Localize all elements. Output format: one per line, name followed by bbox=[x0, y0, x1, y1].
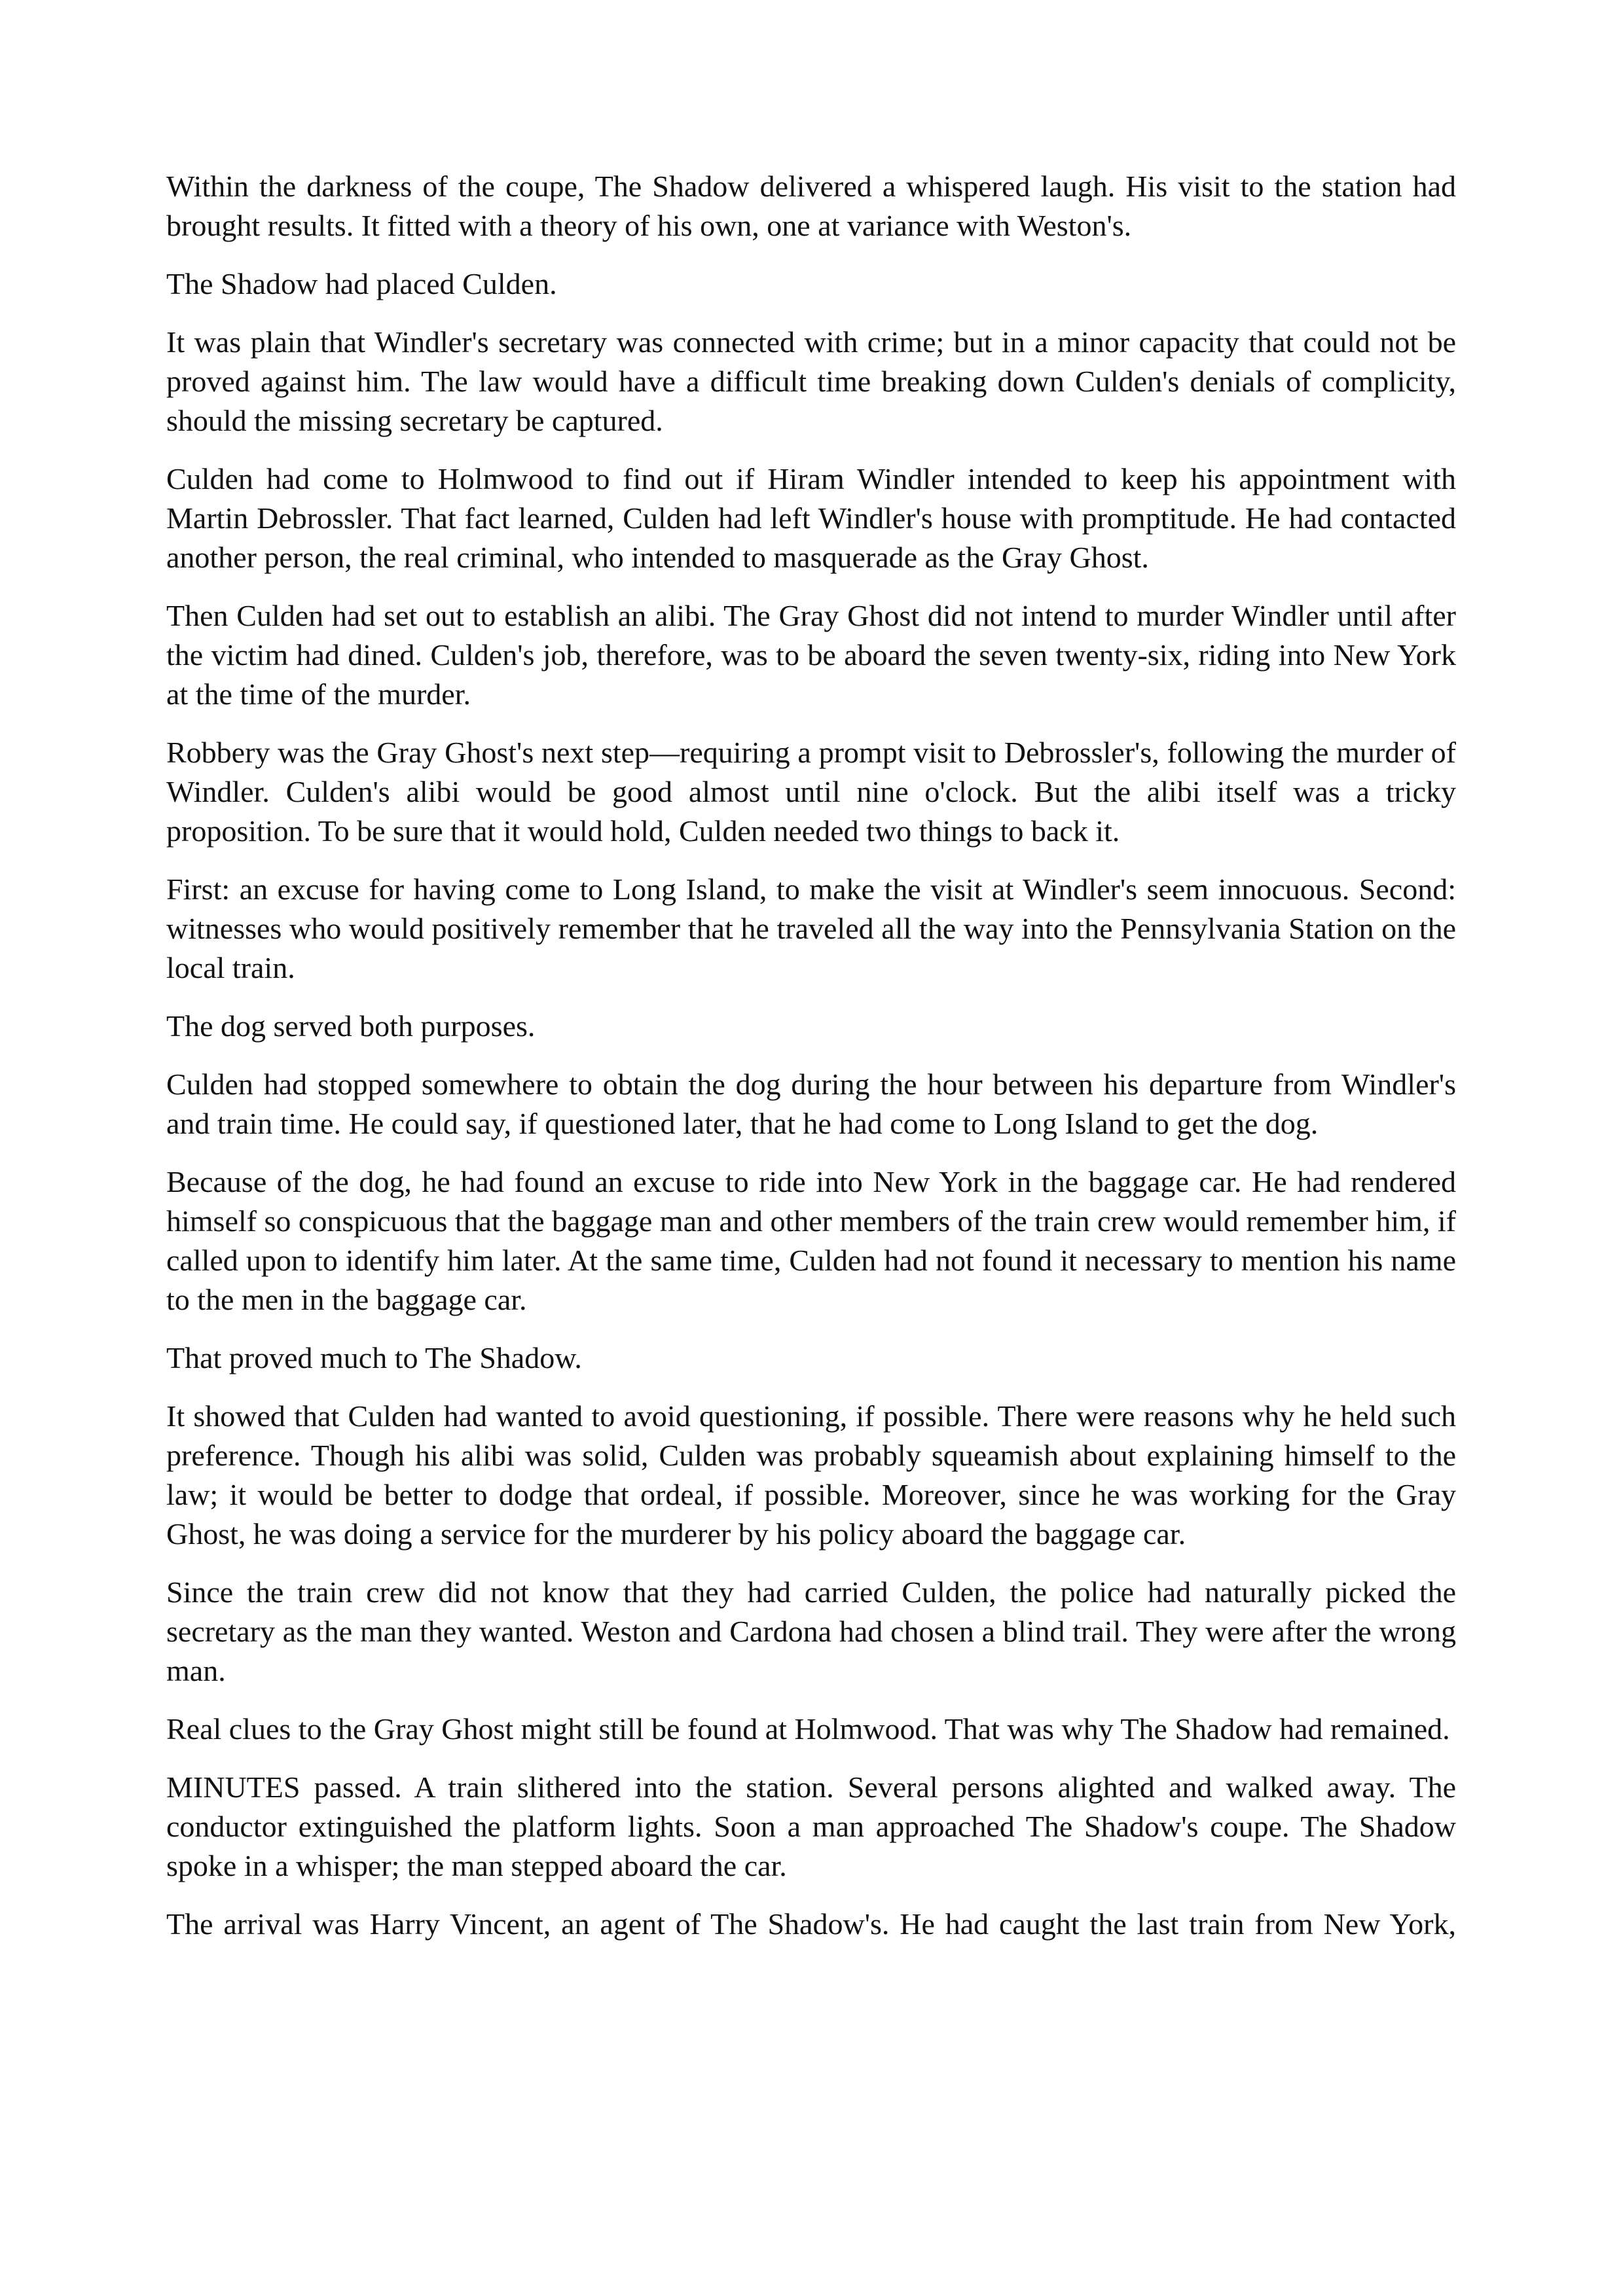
paragraph: Culden had stopped somewhere to obtain the dog during the hour between his departure from Windler's and train time. He could say, if questioned later, that he had come to Long Island to get the dog. bbox=[166, 1067, 1456, 1140]
paragraph: It showed that Culden had wanted to avoid questioning, if possible. There were reasons why he held such preference. Though his alibi was solid, Culden was probably squeamish about explaining himself to the law; it would be better to dodge that ordeal, if possible. Moreover, since he was working for the Gray Ghost, he was doing a service for the murderer by his policy aboard the baggage car. bbox=[166, 1399, 1456, 1551]
paragraph: MINUTES passed. A train slithered into the station. Several persons alighted and walked away. The conductor extinguished the platform lights. Soon a man approached The Shadow's coupe. The Shadow spoke in a whisper; the man stepped aboard the car. bbox=[166, 1770, 1456, 1882]
paragraph: It was plain that Windler's secretary was connected with crime; but in a minor capacity that could not be proved against him. The law would have a difficult time breaking down Culden's denials of complicity, should the missing secretary be captured. bbox=[166, 325, 1456, 437]
paragraph: That proved much to The Shadow. bbox=[166, 1341, 582, 1374]
paragraph: Because of the dog, he had found an excuse to ride into New York in the baggage car. He had rendered himself so conspicuous that the baggage man and other members of the train crew would remember him, if called upon to identify him later. At the same time, Culden had not found it necessary to mention his name to the men in the baggage car. bbox=[166, 1165, 1456, 1316]
paragraph: Real clues to the Gray Ghost might still be found at Holmwood. That was why The Shadow had remained. bbox=[166, 1712, 1450, 1746]
paragraph: Since the train crew did not know that they had carried Culden, the police had naturally picked the secretary as the man they wanted. Weston and Cardona had chosen a blind trail. They were after the wrong man. bbox=[166, 1575, 1456, 1687]
paragraph: Culden had come to Holmwood to find out if Hiram Windler intended to keep his appointment with Martin Debrossler. That fact learned, Culden had left Windler's house with promptitude. He had contacted another person, the real criminal, who intended to masquerade as the Gray Ghost. bbox=[166, 462, 1456, 574]
paragraph: The dog served both purposes. bbox=[166, 1009, 536, 1043]
paragraph: Within the darkness of the coupe, The Shadow delivered a whispered laugh. His visit to the station had brought results. It fitted with a theory of his own, one at variance with Weston's. bbox=[166, 170, 1456, 242]
body-text bbox=[166, 167, 1456, 1944]
paragraph: The Shadow had placed Culden. bbox=[166, 267, 557, 300]
paragraph: Then Culden had set out to establish an alibi. The Gray Ghost did not intend to murder Windler until after the victim had dined. Culden's job, therefore, was to be aboard the seven twenty-six, riding into New York at the time of the murder. bbox=[166, 599, 1456, 711]
paragraph: Robbery was the Gray Ghost's next step—requiring a prompt visit to Debrossler's, following the murder of Windler. Culden's alibi would be good almost until nine o'clock. But the alibi itself was a tricky proposition. To be sure that it would hold, Culden needed two things to back it. bbox=[166, 736, 1456, 848]
paragraph: First: an excuse for having come to Long Island, to make the visit at Windler's seem innocuous. Second: witnesses who would positively remember that he traveled all the way into the Pennsylvania Station on the local train. bbox=[166, 872, 1456, 984]
paragraph: The arrival was Harry Vincent, an agent of The Shadow's. He had caught the last train from New York, bbox=[166, 1907, 1456, 1941]
